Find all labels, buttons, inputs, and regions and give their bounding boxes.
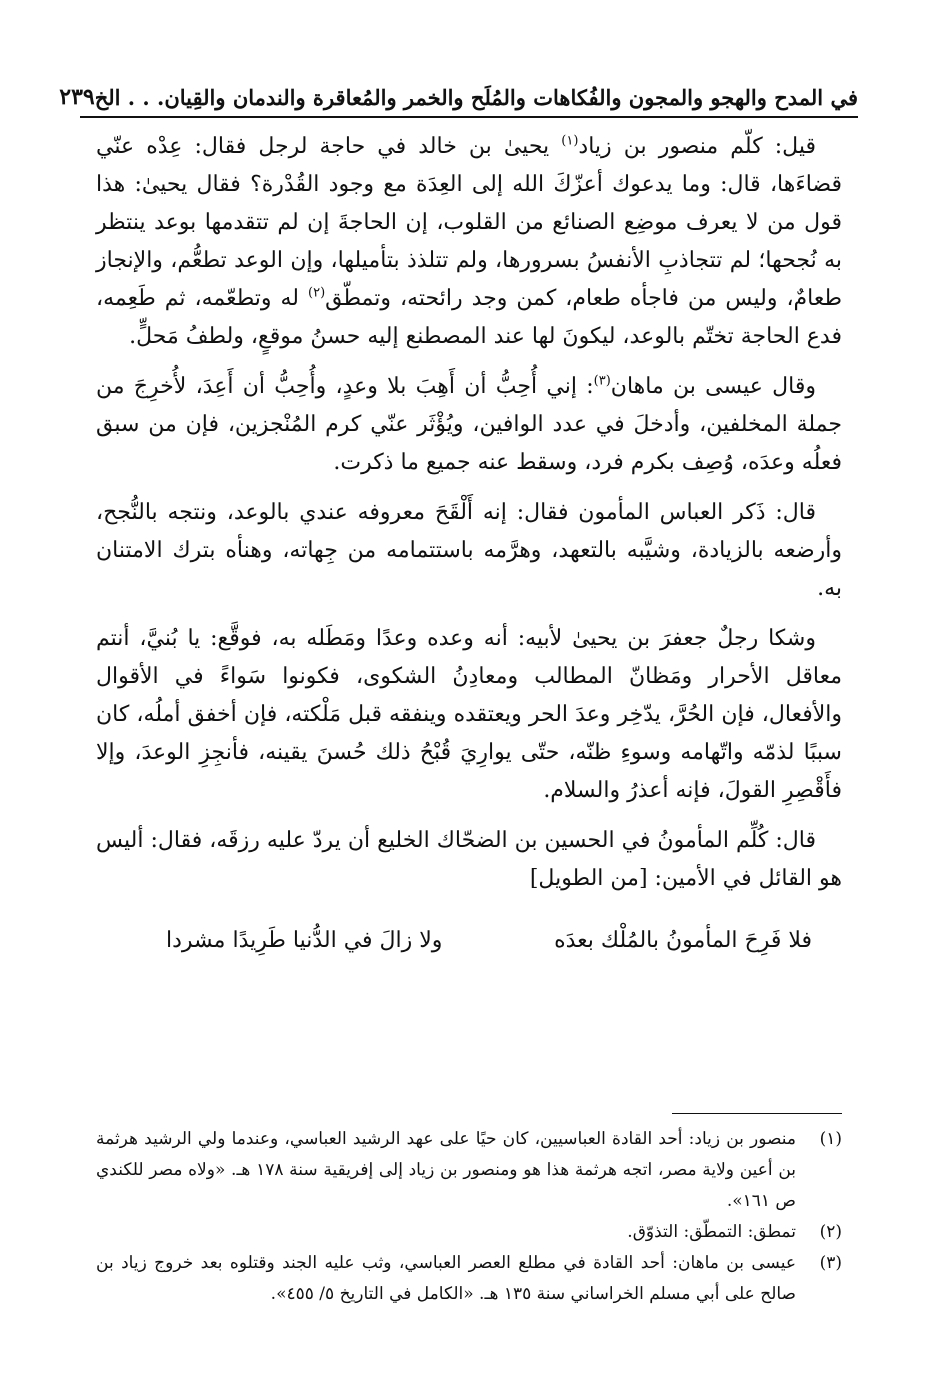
main-text bbox=[96, 128, 842, 960]
footnote-number: (٣) bbox=[819, 1253, 842, 1273]
footnotes bbox=[96, 1124, 842, 1310]
running-title: في المدح والهجو والمجون والفُكاهات والمُلَح والخمر والمُعاقرة والندمان والقِيان. . . الخ bbox=[94, 85, 858, 110]
footnote-number: (٢) bbox=[819, 1222, 842, 1242]
footnote-text: تمطق: التمطّق: التذوّق. bbox=[627, 1222, 796, 1242]
footnote-number: (١) bbox=[819, 1129, 842, 1149]
footnote-ref: (١) bbox=[561, 133, 579, 149]
page-number: ٢٣٩ bbox=[59, 84, 95, 110]
paragraph: قيل: كلّم منصور بن زياد$^{(١)}$ يحيىٰ بن خالد في حاجة لرجل فقال: عِدْه عنّي قضاءَها، قال: وما يدعوك أعزّكَ الله إلى العِدَة مع وجود القُدْرة؟ فقال يحيىٰ: هذا قول من لا يعرف موضِع الصنائع من القلوب، إن الحاجةَ إن لم تتقدمها بوعد ينتظر به نُجحها؛ لم تتجاذبِ الأنفسُ بسرورها، ولم تتلذذ بتأميلها، وإن الوعد تطعُّم، والإنجاز طعامٌ، وليس من فاجأه طعام، كمن وجد رائحته، وتمطّق$^{(٢)}$ له وتطعّمه، ثم طَعِمه، فدع الحاجة تختّم بالوعد، ليكونَ لها عند المصطنع إليه حسنُ موقعٍ، ولطفُ مَحلٍّ. bbox=[96, 133, 842, 349]
footnote-text: منصور بن زياد: أحد القادة العباسيين، كان حيًا على عهد الرشيد العباسي، وعندما ولي الرشيد هرثمة بن أعين ولاية مصر، اتجه هرثمة هذا هو ومنصور بن زياد إلى إفريقية سنة ١٧٨ هـ. «ولاه مصر للكندي ص ١٦١». bbox=[96, 1129, 796, 1211]
footnote bbox=[96, 1217, 842, 1248]
verse-second-hemistich: ولا زالَ في الدُّنيا طَرِيدًا مشردا bbox=[166, 928, 443, 953]
footnote-divider bbox=[672, 1113, 842, 1114]
verse-first-hemistich: فلا فَرِحَ المأمونُ بالمُلْك بعدَه bbox=[554, 928, 812, 953]
paragraph: قال: ذَكر العباس المأمون فقال: إنه أَلْقَحَ معروفه عندي بالوعد، ونتجه بالنُّجح، وأرضعه بالزيادة، وشيَّبه بالتعهد، وهرَّمه باستتمامه من جِهاته، وهنأه بترك الامتنان به. bbox=[96, 500, 842, 601]
paragraph: قال: كُلِّم المأمونُ في الحسين بن الضحّاك الخليع أن يردّ عليه رزقَه، فقال: أليس هو القائل في الأمين: [من الطويل] bbox=[96, 828, 842, 891]
paragraph: وقال عيسى بن ماهان$^{(٣)}$: إني أُحِبُّ أن أَهِبَ بلا وعدٍ، وأُحِبُّ أن أَعِدَ، لأُخرِجَ من جملة المخلفين، وأدخلَ في عدد الوافين، ويُؤْثَر عنّي كرم المُنْجزين، فإن من سبق فعلُه وعدَه، وُصِف بكرم فرد، وسقط عنه جميع ما ذكرت. bbox=[96, 373, 842, 475]
running-header bbox=[59, 70, 858, 118]
paragraph: وشكا رجلٌ جعفرَ بن يحيىٰ لأبيه: أنه وعده وعدًا ومَطَله به، فوقَّع: يا بُنيَّ، أنتم معاقل الأحرار ومَظانّ المطالب ومعادِنُ الشكوى، فكونوا سَواءً في الأقوال والأفعال، فإن الحُرَّ، يدّخِر وعدَ الحر ويعتقده وينفقه قبل مَلْكته، فإن أخفق أملُه، كان سببًا لذمّه واتّهامه وسوءِ ظنّه، حتّى يوارِيَ قُبْحُ ذلك حُسنَ يقينه، فأنجِزِ الوعدَ، وإلا فأَقْصِرِ القولَ، فإنه أعذرُ والسلام. bbox=[96, 626, 842, 803]
footnote-text: عيسى بن ماهان: أحد القادة في مطلع العصر العباسي، وثب عليه الجند وقتلوه بعد خروج زياد بن صالح على أبي مسلم الخراساني سنة ١٣٥ هـ. «الكامل في التاريخ ٥/ ٤٥٥». bbox=[96, 1253, 796, 1304]
footnote-ref: (٢) bbox=[308, 285, 326, 301]
poem-verse bbox=[96, 910, 842, 960]
footnote-ref: (٣) bbox=[593, 373, 611, 389]
footnote bbox=[96, 1248, 842, 1310]
footnote bbox=[96, 1124, 842, 1217]
